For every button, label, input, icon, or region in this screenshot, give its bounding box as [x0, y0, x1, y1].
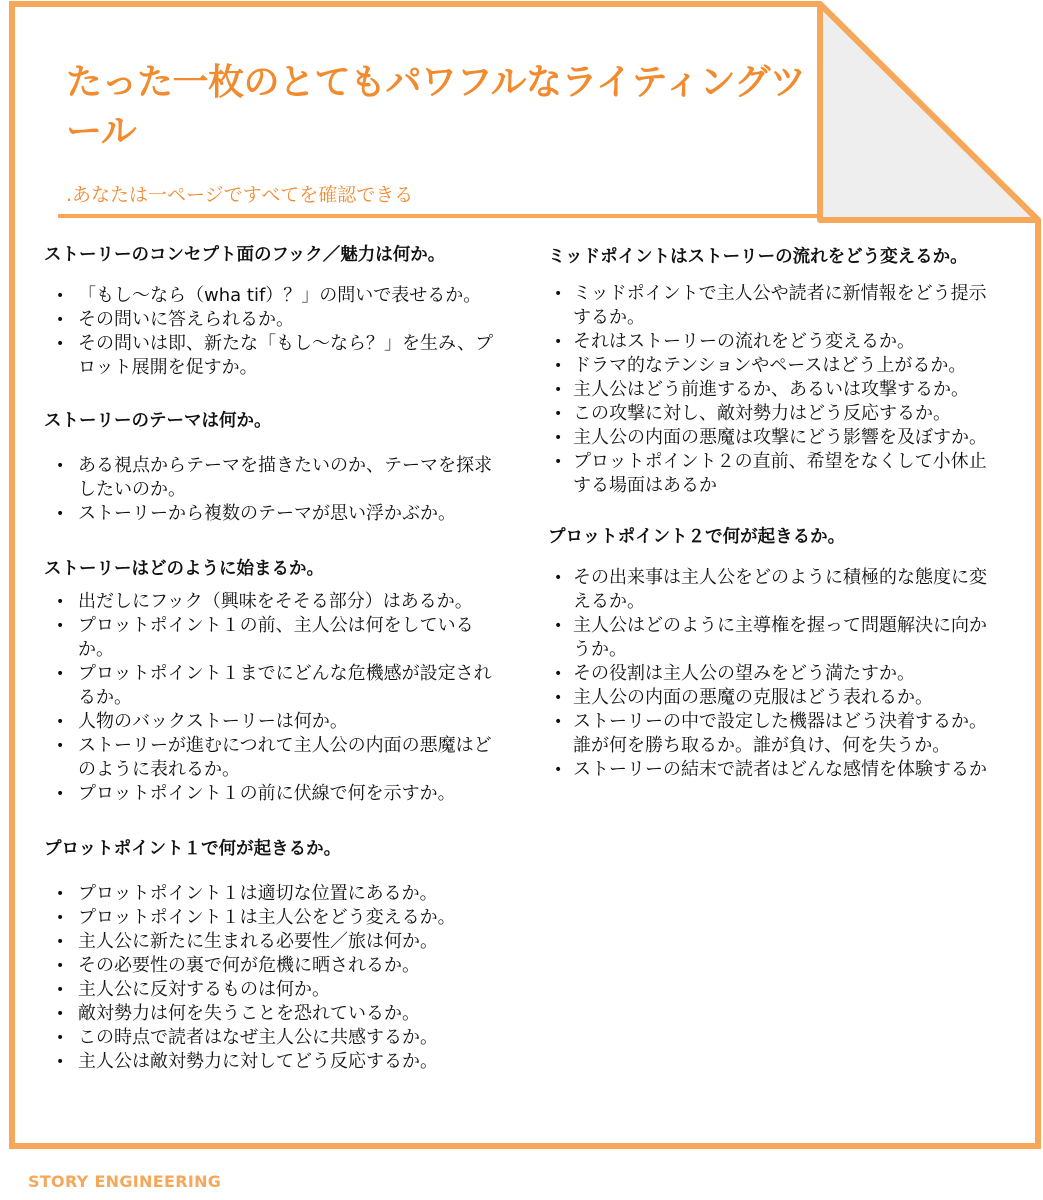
- list-item: • その出来事は主人公をどのように積極的な態度に変えるか。: [548, 566, 993, 614]
- list-item: • ストーリーが進むにつれて主人公の内面の悪魔はどのように表れるか。: [44, 734, 498, 782]
- list-item: • ある視点からテーマを描きたいのか、テーマを探求したいのか。: [44, 454, 498, 502]
- list-item: • 敵対勢力は何を失うことを恐れているか。: [44, 1002, 498, 1026]
- section-heading: ミッドポイントはストーリーの流れをどう変えるか。: [548, 247, 968, 267]
- list-item: • その問いは即、新たな「もし～なら？」を生み、プロット展開を促すか。: [44, 332, 498, 380]
- folded-corner-icon: [820, 4, 1038, 220]
- list-item: • この時点で読者はなぜ主人公に共感するか。: [44, 1026, 498, 1050]
- list-item: • ストーリーから複数のテーマが思い浮かぶか。: [44, 502, 498, 526]
- list-item: • 主人公はどう前進するか、あるいは攻撃するか。: [548, 378, 993, 402]
- list-item: • 出だしにフック（興味をそそる部分）はあるか。: [44, 590, 498, 614]
- list-item: • ミッドポイントで主人公や読者に新情報をどう提示するか。: [548, 282, 993, 330]
- list-item: • プロットポイント１までにどんな危機感が設定されるか。: [44, 662, 498, 710]
- list-item: • 主人公は敵対勢力に対してどう反応するか。: [44, 1050, 498, 1074]
- right-column: [548, 244, 1018, 796]
- footer-brand: STORY ENGINEERING: [28, 1172, 222, 1191]
- list-item: • プロットポイント１は主人公をどう変えるか。: [44, 906, 498, 930]
- page-subtitle: .あなたは一ページですべてを確認できる: [66, 184, 414, 206]
- page-title: たった一枚のとてもパワフルなライティングツール: [66, 62, 806, 152]
- section-concept: [44, 242, 514, 380]
- list-item: • それはストーリーの流れをどう変えるか。: [548, 330, 993, 354]
- list-item: • その問いに答えられるか。: [44, 308, 498, 332]
- list-item: • ドラマ的なテンションやペースはどう上がるか。: [548, 354, 993, 378]
- list-item: • 人物のバックストーリーは何か。: [44, 710, 498, 734]
- list-item: • プロットポイント１の前、主人公は何をしているか。: [44, 614, 498, 662]
- list-item: • 「もし～なら（wha tif）？」の問いで表せるか。: [44, 284, 498, 308]
- section-heading: ストーリーのテーマは何か。: [44, 411, 272, 431]
- list-item: • 主人公に新たに生まれる必要性／旅は何か。: [44, 930, 498, 954]
- list-item: • その役割は主人公の望みをどう満たすか。: [548, 662, 993, 686]
- list-item: • ストーリーの結末で読者はどんな感情を体験するか: [548, 758, 993, 796]
- section-opening: [44, 556, 514, 806]
- list-item: • プロットポイント２の直前、希望をなくして小休止する場面はあるか: [548, 450, 993, 498]
- list-item: • 主人公はどのように主導権を握って問題解決に向かうか。: [548, 614, 993, 662]
- list-item: • その必要性の裏で何が危機に晒されるか。: [44, 954, 498, 978]
- list-item: • ストーリーの中で設定した機器はどう決着するか。誰が何を勝ち取るか。誰が負け、何を失うか。: [548, 710, 993, 758]
- list-item: • 主人公の内面の悪魔の克服はどう表れるか。: [548, 686, 993, 710]
- section-heading: プロットポイント１で何が起きるか。: [44, 839, 342, 859]
- left-column: [44, 242, 514, 1074]
- section-plot-point-1: [44, 836, 514, 1074]
- section-theme: [44, 408, 514, 526]
- list-item: • 主人公に反対するものは何か。: [44, 978, 498, 1002]
- section-heading: プロットポイント２で何が起きるか。: [548, 527, 846, 547]
- list-item: • この攻撃に対し、敵対勢力はどう反応するか。: [548, 402, 993, 426]
- section-plot-point-2: [548, 524, 1018, 796]
- section-heading: ストーリーはどのように始まるか。: [44, 559, 324, 579]
- section-heading: ストーリーのコンセプト面のフック／魅力は何か。: [44, 245, 446, 265]
- list-item: • プロットポイント１の前に伏線で何を示すか。: [44, 782, 498, 806]
- list-item: • 主人公の内面の悪魔は攻撃にどう影響を及ぼすか。: [548, 426, 993, 450]
- list-item: • プロットポイント１は適切な位置にあるか。: [44, 882, 498, 906]
- section-midpoint: [548, 244, 1018, 498]
